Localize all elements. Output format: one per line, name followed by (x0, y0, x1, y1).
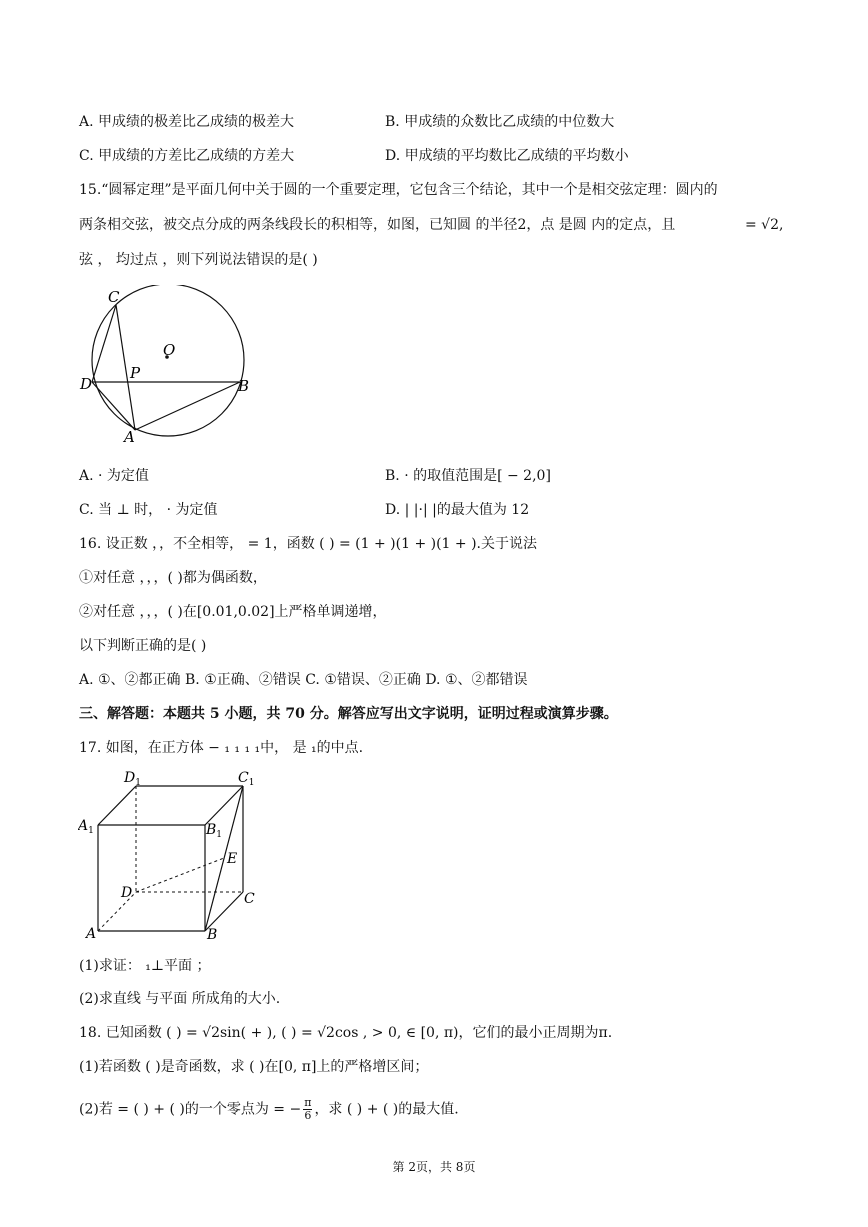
q15-option-a: A. · 为定值 (79, 468, 149, 484)
label-c: C (244, 891, 255, 907)
q14-option-a: A. 甲成绩的极差比乙成绩的极差大 (79, 114, 295, 130)
label-c1: $C_1$ (238, 770, 255, 788)
q16-ask: 以下判断正确的是( ) (79, 638, 207, 654)
segment-cd (92, 305, 116, 382)
q15-line2-tail: = √2, (745, 217, 784, 233)
circle-figure (76, 285, 256, 445)
q15-line3: 弦 ， 均过点 ，则下列说法错误的是( ) (79, 252, 318, 268)
q18-part-2-b: ，求 ( ) + ( )的最大值. (314, 1101, 459, 1118)
page-footer: 第 2页，共 8页 (392, 1160, 476, 1174)
label-d: D (80, 375, 93, 393)
fraction-denominator: 6 (304, 1109, 312, 1122)
q16-statement-2: ②对任意 ，，，( )在[0.01,0.02]上严格单调递增， (79, 604, 387, 620)
section-3-heading: 三、解答题：本题共 5 小题，共 70 分。解答应写出文字说明，证明过程或演算步骤。 (79, 706, 618, 722)
label-a: A (86, 926, 97, 942)
q18-part-1: (1)若函数 ( )是奇函数，求 ( )在[0, π]上的严格增区间； (79, 1059, 429, 1075)
q16-line1: 16. 设正数 ，，不全相等， = 1，函数 ( ) = (1 + )(1 + )(1 + ).关于说法 (79, 536, 537, 552)
label-d1: $D_1$ (124, 770, 141, 788)
q17-line1: 17. 如图，在正方体 − ₁ ₁ ₁ ₁中， 是 ₁的中点. (79, 740, 364, 756)
q14-option-d: D. 甲成绩的平均数比乙成绩的平均数小 (385, 148, 629, 164)
q15-option-b: B. · 的取值范围是[ − 2,0] (385, 468, 551, 484)
q15-option-d: D. | |·| |的最大值为 12 (385, 502, 530, 518)
label-a1: $A_1$ (78, 818, 94, 836)
label-b: B (207, 927, 218, 943)
q18-line1: 18. 已知函数 ( ) = √2sin( + ), ( ) = √2cos , > 0, ∈ [0, π)，它们的最小正周期为π. (79, 1025, 613, 1041)
label-d: D (121, 885, 133, 901)
label-e: E (227, 851, 238, 867)
label-a: A (124, 428, 135, 445)
q18-part-2 (79, 1097, 459, 1122)
q14-option-c: C. 甲成绩的方差比乙成绩的方差大 (79, 148, 295, 164)
q16-statement-1: ①对任意 ，，，( )都为偶函数， (79, 570, 267, 586)
fraction-numerator: π (304, 1096, 312, 1109)
label-b1: $B_1$ (206, 822, 223, 840)
cube-figure (78, 768, 268, 943)
q14-option-b: B. 甲成绩的众数比乙成绩的中位数大 (385, 114, 615, 130)
fraction (303, 1097, 312, 1122)
q18-part-2-a: (2)若 = ( ) + ( )的一个零点为 = − (79, 1101, 302, 1118)
label-b: B (238, 377, 250, 395)
q15-line2: 两条相交弦，被交点分成的两条线段长的积相等，如图，已知圆 的半径2，点 是圆 内的定点，且 (79, 217, 676, 233)
q17-part-2: (2)求直线 与平面 所成角的大小. (79, 991, 281, 1007)
segment-ab (135, 382, 240, 430)
label-c: C (108, 288, 120, 306)
label-o: O (163, 341, 176, 359)
q16-options: A. ①、②都正确 B. ①正确、②错误 C. ①错误、②正确 D. ①、②都错误 (79, 672, 528, 688)
label-p: P (130, 364, 141, 382)
q17-part-1: (1)求证： ₁⊥平面 ； (79, 958, 211, 974)
q15-option-c: C. 当 ⊥ 时， · 为定值 (79, 502, 218, 518)
q15-line1: 15.“圆幂定理”是平面几何中关于圆的一个重要定理，它包含三个结论，其中一个是相交弦定理：圆内的 (79, 182, 718, 198)
